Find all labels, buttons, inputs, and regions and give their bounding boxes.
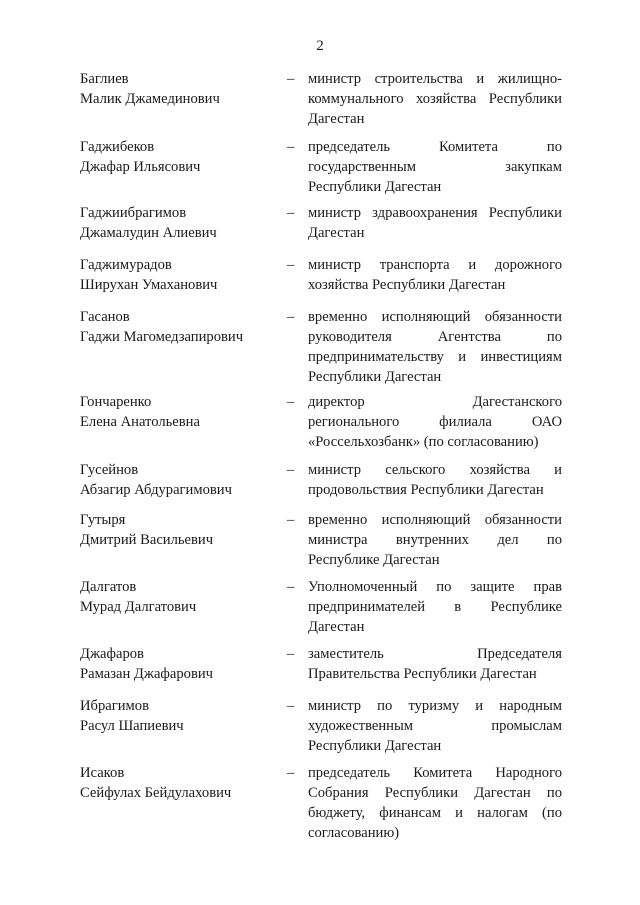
- dash-separator: –: [287, 394, 295, 410]
- member-position: [308, 460, 562, 500]
- member-name: [80, 644, 280, 684]
- position-line: министр здравоохранения Республики: [308, 205, 562, 221]
- position-line: руководителя Агентства по: [308, 329, 562, 345]
- member-given-names: Гаджи Магомедзапирович: [80, 329, 244, 345]
- member-given-names: Дмитрий Васильевич: [80, 532, 214, 548]
- position-line: Дагестан: [308, 619, 365, 635]
- member-entry: [80, 137, 562, 197]
- position-line: бюджету, финансам и налогам (по: [308, 805, 562, 821]
- member-position: [308, 510, 562, 570]
- position-line: председатель Комитета Народного: [308, 765, 562, 781]
- position-line: коммунального хозяйства Республики: [308, 91, 562, 107]
- position-line: Республике Дагестан: [308, 552, 440, 568]
- dash-separator: –: [287, 257, 295, 273]
- member-position: [308, 307, 562, 387]
- position-line: временно исполняющий обязанности: [308, 309, 562, 325]
- member-given-names: Елена Анатольевна: [80, 414, 200, 430]
- position-line: согласованию): [308, 825, 400, 841]
- member-name: [80, 69, 280, 109]
- member-entry: [80, 696, 562, 756]
- member-surname: Джафаров: [80, 646, 144, 662]
- dash-separator: –: [287, 579, 295, 595]
- dash-separator: –: [287, 205, 295, 221]
- member-surname: Ибрагимов: [80, 698, 149, 714]
- member-name: [80, 203, 280, 243]
- member-name: [80, 510, 280, 550]
- member-entry: [80, 763, 562, 843]
- position-line: Дагестан: [308, 225, 365, 241]
- member-entry: [80, 203, 562, 243]
- member-given-names: Джамалудин Алиевич: [80, 225, 217, 241]
- member-surname: Баглиев: [80, 71, 129, 87]
- position-line: министр транспорта и дорожного: [308, 257, 562, 273]
- member-name: [80, 392, 280, 432]
- dash-separator: –: [287, 512, 295, 528]
- position-line: директор Дагестанского: [308, 394, 562, 410]
- position-line: Собрания Республики Дагестан по: [308, 785, 562, 801]
- dash-separator: –: [287, 765, 295, 781]
- member-entry: [80, 255, 562, 295]
- member-surname: Гончаренко: [80, 394, 152, 410]
- member-entry: [80, 577, 562, 637]
- member-given-names: Расул Шапиевич: [80, 718, 184, 734]
- dash-separator: –: [287, 71, 295, 87]
- position-line: Дагестан: [308, 111, 365, 127]
- position-line: государственным закупкам: [308, 159, 562, 175]
- member-position: [308, 137, 562, 197]
- member-surname: Гаджиибрагимов: [80, 205, 187, 221]
- member-name: [80, 577, 280, 617]
- member-surname: Гутыря: [80, 512, 126, 528]
- member-surname: Гусейнов: [80, 462, 139, 478]
- position-line: председатель Комитета по: [308, 139, 562, 155]
- member-name: [80, 460, 280, 500]
- member-given-names: Рамазан Джафарович: [80, 666, 213, 682]
- member-position: [308, 763, 562, 843]
- position-line: продовольствия Республики Дагестан: [308, 482, 544, 498]
- position-line: предпринимателей в Республике: [308, 599, 562, 615]
- position-line: Республики Дагестан: [308, 738, 442, 754]
- member-position: [308, 696, 562, 756]
- member-position: [308, 577, 562, 637]
- member-surname: Далгатов: [80, 579, 137, 595]
- position-line: министр сельского хозяйства и: [308, 462, 562, 478]
- member-surname: Гаджимурадов: [80, 257, 172, 273]
- member-name: [80, 307, 280, 347]
- position-line: предпринимательству и инвестициям: [308, 349, 562, 365]
- member-surname: Гасанов: [80, 309, 130, 325]
- member-surname: Исаков: [80, 765, 125, 781]
- member-position: [308, 203, 562, 243]
- member-position: [308, 392, 562, 452]
- position-line: Республики Дагестан: [308, 369, 442, 385]
- dash-separator: –: [287, 646, 295, 662]
- position-line: хозяйства Республики Дагестан: [308, 277, 506, 293]
- member-entry: [80, 392, 562, 452]
- member-position: [308, 644, 562, 684]
- position-line: министр по туризму и народным: [308, 698, 562, 714]
- member-name: [80, 255, 280, 295]
- member-entry: [80, 510, 562, 570]
- position-line: заместитель Председателя: [308, 646, 562, 662]
- member-name: [80, 696, 280, 736]
- member-entry: [80, 307, 562, 387]
- page-number: 2: [316, 38, 324, 54]
- member-entry: [80, 644, 562, 684]
- position-line: министр строительства и жилищно-: [308, 71, 562, 87]
- position-line: художественным промыслам: [308, 718, 562, 734]
- position-line: Республики Дагестан: [308, 179, 442, 195]
- dash-separator: –: [287, 309, 295, 325]
- dash-separator: –: [287, 139, 295, 155]
- position-line: министра внутренних дел по: [308, 532, 562, 548]
- member-given-names: Сейфулах Бейдулахович: [80, 785, 232, 801]
- dash-separator: –: [287, 462, 295, 478]
- member-given-names: Абзагир Абдурагимович: [80, 482, 232, 498]
- member-name: [80, 763, 280, 803]
- member-surname: Гаджибеков: [80, 139, 155, 155]
- position-line: временно исполняющий обязанности: [308, 512, 562, 528]
- member-given-names: Джафар Ильясович: [80, 159, 201, 175]
- member-given-names: Малик Джамединович: [80, 91, 220, 107]
- position-line: Правительства Республики Дагестан: [308, 666, 537, 682]
- position-line: «Россельхозбанк» (по согласованию): [308, 434, 539, 450]
- position-line: регионального филиала ОАО: [308, 414, 562, 430]
- member-name: [80, 137, 280, 177]
- member-position: [308, 69, 562, 129]
- member-position: [308, 255, 562, 295]
- member-given-names: Ширухан Умаханович: [80, 277, 218, 293]
- member-entry: [80, 460, 562, 500]
- position-line: Уполномоченный по защите прав: [308, 579, 562, 595]
- member-given-names: Мурад Далгатович: [80, 599, 197, 615]
- member-entry: [80, 69, 562, 129]
- dash-separator: –: [287, 698, 295, 714]
